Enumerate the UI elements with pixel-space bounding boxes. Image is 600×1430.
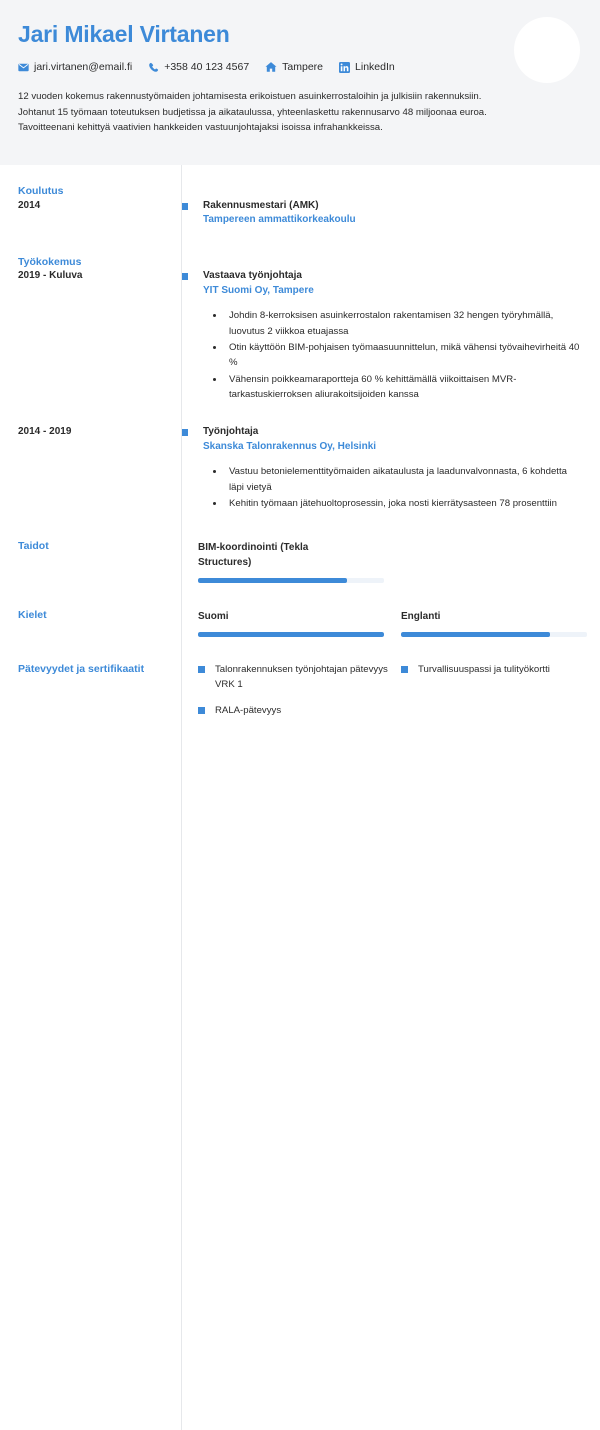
list-item xyxy=(198,704,401,719)
section-experience xyxy=(0,256,600,270)
experience-bullets xyxy=(203,464,582,511)
avatar xyxy=(514,17,580,83)
skill-level-bar xyxy=(198,578,384,583)
language-item xyxy=(401,609,600,637)
list-item: • Kehitin työmaan jätehuoltoprosessin, joka nosti kierrätysasteen 78 prosenttiin xyxy=(225,496,582,511)
certification-column xyxy=(198,663,401,730)
entry-marker-icon xyxy=(181,273,188,280)
experience-bullets xyxy=(203,308,582,402)
experience-entry xyxy=(0,425,600,512)
experience-entry-date: 2019 - Kuluva xyxy=(18,270,83,282)
skill-level-fill xyxy=(198,578,347,583)
education-degree: Rakennusmestari (AMK) xyxy=(203,199,319,211)
phone-icon xyxy=(148,62,159,73)
language-name: Englanti xyxy=(401,611,441,623)
list-item: • Johdin 8-kerroksisen asuinkerrostalon rakentamisen 32 hengen työryhmällä, luovutus 2 viikkoa etuajassa xyxy=(225,308,582,339)
experience-entry xyxy=(0,269,600,403)
education-entry xyxy=(0,199,600,228)
envelope-icon xyxy=(18,62,29,73)
section-education xyxy=(0,185,600,199)
skill-name: BIM-koordinointi (Tekla Structures) xyxy=(198,542,309,569)
section-languages xyxy=(0,609,600,637)
language-level-bar xyxy=(401,632,587,637)
section-label-education: Koulutus xyxy=(18,185,64,197)
entry-marker-icon xyxy=(181,203,188,210)
list-item xyxy=(401,663,600,678)
list-item: • Otin käyttöön BIM-pohjaisen työmaasuunnittelun, mikä vähensi työvaihevirheitä 40 % xyxy=(225,340,582,371)
section-certifications xyxy=(0,663,600,730)
bullet-square-icon xyxy=(198,707,205,714)
resume-body xyxy=(0,165,600,730)
contact-linkedin[interactable] xyxy=(339,62,395,73)
certification-name: Talonrakennuksen työnjohtajan pätevyys VRK 1 xyxy=(215,664,388,691)
contact-email[interactable] xyxy=(18,62,132,73)
experience-entry-date: 2014 - 2019 xyxy=(18,426,72,438)
certification-name: RALA-pätevyys xyxy=(215,705,282,717)
contact-linkedin-text: LinkedIn xyxy=(355,61,395,74)
linkedin-icon xyxy=(339,62,350,73)
bullet-square-icon xyxy=(198,666,205,673)
entry-marker-icon xyxy=(181,429,188,436)
list-item: • Vähensin poikkeamaraportteja 60 % kehittämällä viikoittaisen MVR-tarkastuskierroksen aliurakoitsijoiden kanssa xyxy=(225,372,582,403)
list-item: • Vastuu betonielementtityömaiden aikataulusta ja laadunvalvonnasta, 6 kohdetta läpi vietyä xyxy=(225,464,582,495)
language-level-bar xyxy=(198,632,384,637)
experience-employer: YIT Suomi Oy, Tampere xyxy=(203,284,314,296)
experience-job-title: Työnjohtaja xyxy=(203,426,259,438)
contact-location-text: Tampere xyxy=(282,61,324,74)
language-level-fill xyxy=(198,632,384,637)
contact-location[interactable] xyxy=(265,61,323,73)
section-skills xyxy=(0,540,600,583)
contact-email-text: jari.virtanen@email.fi xyxy=(34,61,133,74)
contact-phone[interactable] xyxy=(148,62,249,73)
language-name: Suomi xyxy=(198,611,229,623)
column-divider xyxy=(181,165,182,1430)
skill-item xyxy=(198,540,582,583)
contact-row xyxy=(18,61,582,73)
list-item xyxy=(198,663,401,693)
language-level-fill xyxy=(401,632,550,637)
section-label-experience: Työkokemus xyxy=(18,255,82,268)
bullet-square-icon xyxy=(401,666,408,673)
home-icon xyxy=(265,61,277,73)
page-title: Jari Mikael Virtanen xyxy=(18,21,230,47)
language-item xyxy=(198,609,401,637)
contact-phone-text: +358 40 123 4567 xyxy=(164,61,250,74)
section-label-skills: Taidot xyxy=(18,540,49,553)
education-institution: Tampereen ammattikorkeakoulu xyxy=(203,214,356,226)
section-label-languages: Kielet xyxy=(18,609,47,622)
section-label-certifications: Pätevyydet ja sertifikaatit xyxy=(18,663,145,676)
experience-job-title: Vastaava työnjohtaja xyxy=(203,270,302,282)
resume-header xyxy=(0,0,600,165)
professional-summary: 12 vuoden kokemus rakennustyömaiden johtamisesta erikoistuen asuinkerrostaloihin ja julkisiin rakennuksiin. Johtanut 15 työmaan toteutuksen budjetissa ja aikataulussa, yhteenlaskettu rakennusarvo 48 miljoonaa euroa. Tavoitteenani kehittyä vaativien hankkeiden vastuunjohtajaksi isoissa infrahankkeissa. xyxy=(18,91,487,134)
education-entry-date: 2014 xyxy=(18,199,41,211)
certification-column xyxy=(401,663,600,730)
certification-name: Turvallisuuspassi ja tulityökortti xyxy=(418,664,550,676)
experience-employer: Skanska Talonrakennus Oy, Helsinki xyxy=(203,440,377,452)
